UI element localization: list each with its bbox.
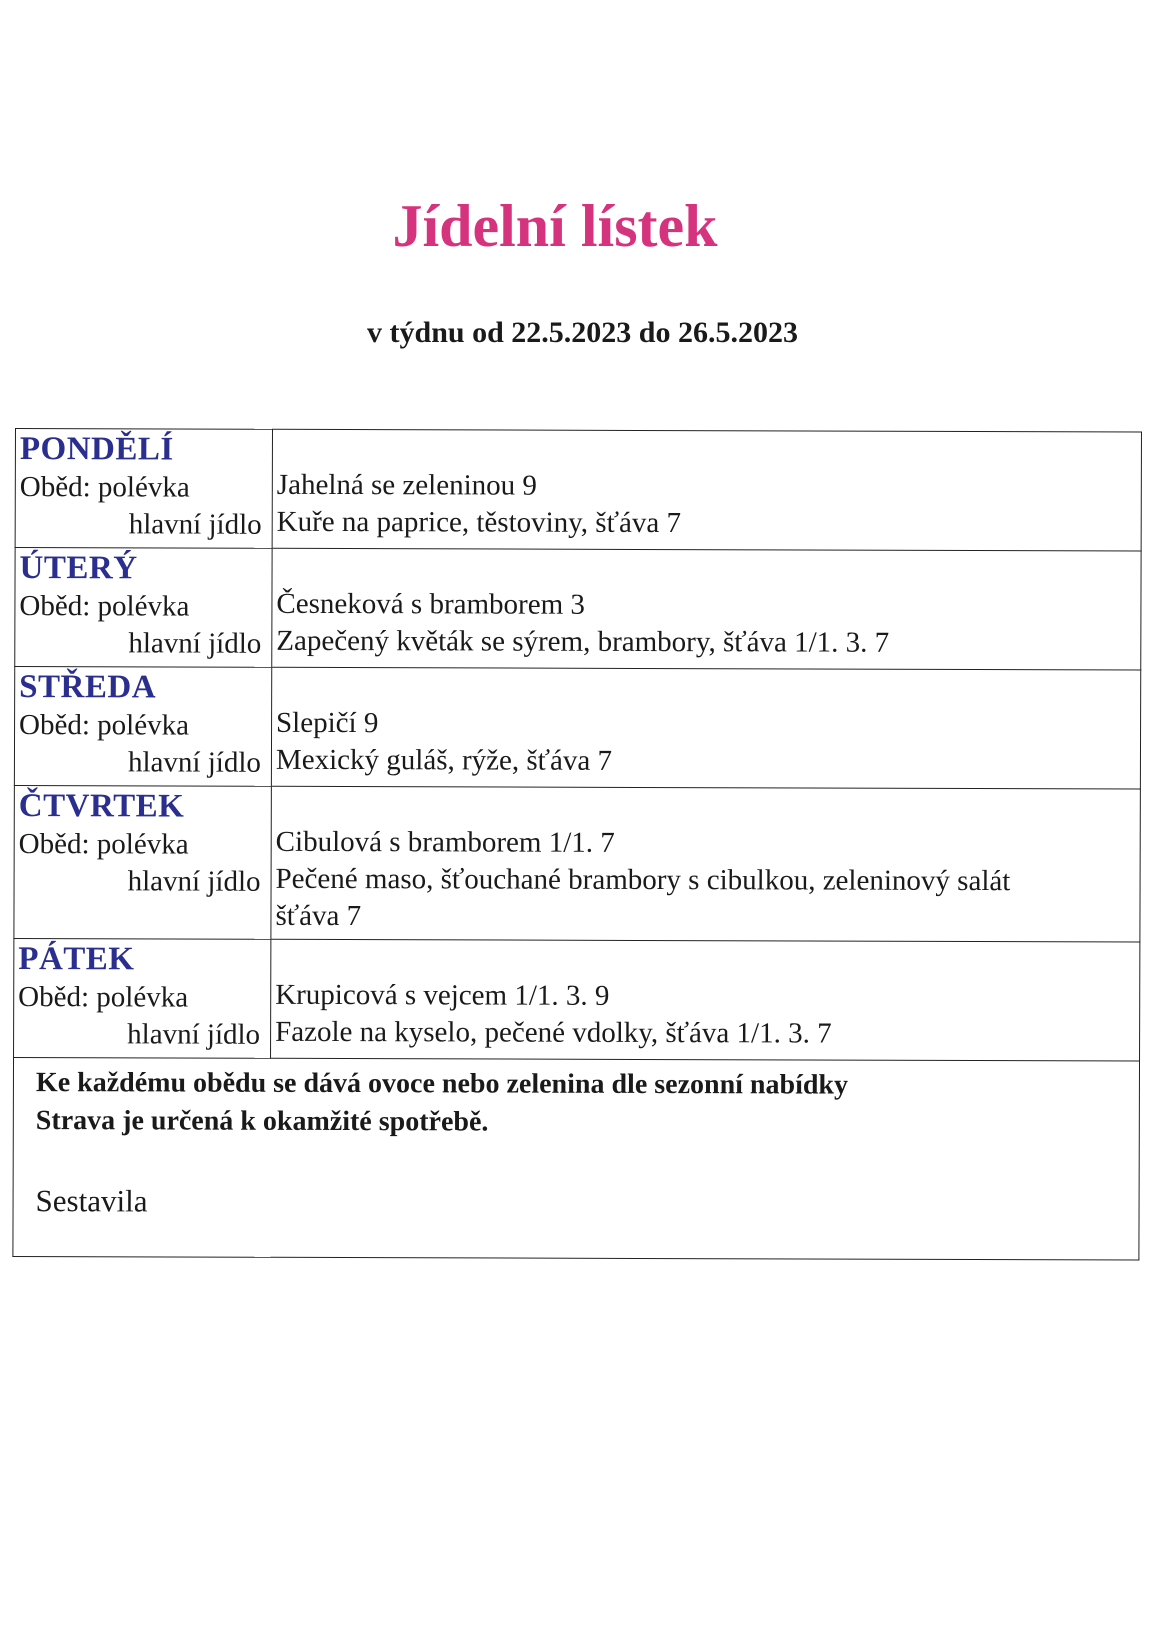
menu-table [12, 428, 1142, 1261]
day-label-cell [15, 548, 272, 668]
soup-dish: Jahelná se zeleninou 9 [276, 468, 537, 502]
main-dish-continued: šťáva 7 [275, 899, 362, 933]
signature-label: Sestavila [35, 1183, 148, 1219]
footer-row [13, 1057, 1140, 1260]
day-name: STŘEDA [19, 669, 157, 706]
main-dish: Mexický guláš, rýže, šťáva 7 [275, 743, 613, 777]
page-title: Jídelní lístek [392, 193, 718, 259]
day-row-wednesday [14, 667, 1140, 790]
soup-dish: Slepičí 9 [276, 706, 379, 740]
day-name: PONDĚLÍ [19, 431, 174, 468]
day-row-friday [14, 938, 1140, 1061]
day-label-cell [14, 785, 271, 939]
soup-label: Oběd: polévka [19, 471, 190, 504]
main-dish: Fazole na kyselo, pečené vdolky, šťáva 1/1. 3. 7 [275, 1015, 832, 1050]
week-range: v týdnu od 22.5.2023 do 26.5.2023 [367, 316, 798, 349]
soup-label: Oběd: polévka [18, 828, 189, 861]
soup-dish: Cibulová s bramborem 1/1. 7 [275, 825, 615, 859]
food-cell [271, 786, 1140, 942]
day-label-cell [14, 667, 271, 787]
day-label-cell [15, 429, 272, 549]
main-label: hlavní jídlo [127, 1018, 261, 1051]
main-label: hlavní jídlo [128, 508, 262, 541]
fruit-note: Ke každému obědu se dává ovoce nebo zelenina dle sezonní nabídky [35, 1067, 849, 1101]
main-label: hlavní jídlo [128, 627, 262, 660]
day-row-tuesday [15, 548, 1141, 671]
main-dish: Pečené maso, šťouchané brambory s cibulkou, zeleninový salát [275, 862, 1011, 898]
footer-cell [13, 1057, 1140, 1260]
day-name: ČTVRTEK [18, 788, 185, 825]
main-label: hlavní jídlo [127, 865, 261, 898]
main-dish: Kuře na paprice, těstoviny, šťáva 7 [276, 505, 682, 540]
soup-dish: Česneková s bramborem 3 [276, 587, 585, 621]
day-row-monday [15, 429, 1141, 552]
day-row-thursday [14, 785, 1140, 942]
main-label: hlavní jídlo [127, 746, 261, 779]
soup-label: Oběd: polévka [19, 709, 190, 742]
day-name: ÚTERÝ [19, 550, 138, 587]
main-dish: Zapečený květák se sýrem, brambory, šťáva 1/1. 3. 7 [276, 624, 890, 659]
soup-label: Oběd: polévka [18, 981, 189, 1014]
food-cell [272, 548, 1141, 670]
day-label-cell [14, 938, 271, 1058]
soup-label: Oběd: polévka [19, 590, 190, 623]
soup-dish: Krupicová s vejcem 1/1. 3. 9 [275, 978, 610, 1012]
consumption-note: Strava je určená k okamžité spotřebě. [35, 1105, 489, 1138]
food-cell [271, 667, 1140, 789]
day-name: PÁTEK [18, 941, 135, 978]
food-cell [272, 429, 1141, 551]
food-cell [271, 939, 1140, 1061]
